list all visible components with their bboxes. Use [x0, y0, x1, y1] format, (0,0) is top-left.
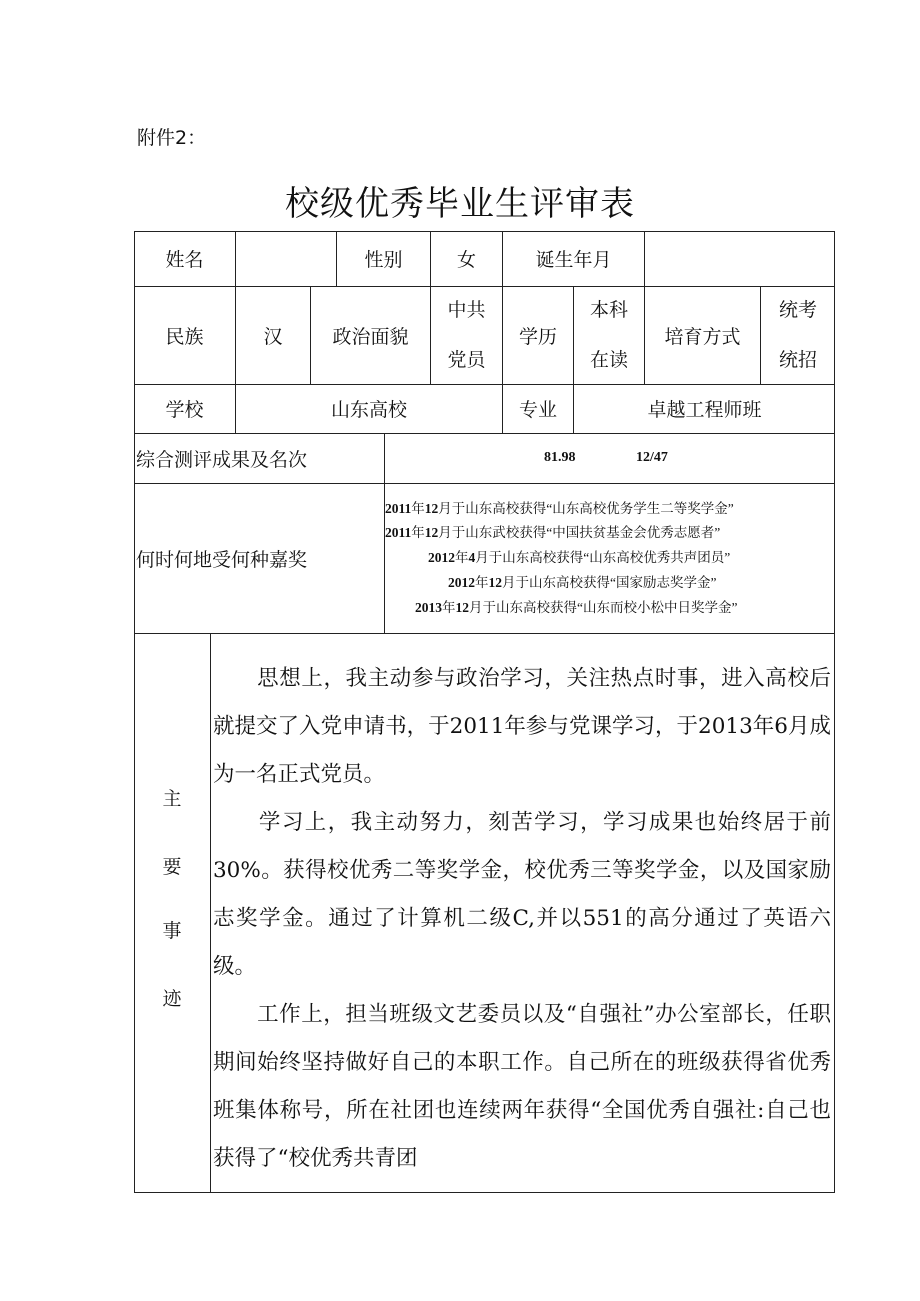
politics-value-line2: 党员 [447, 349, 486, 371]
award-year: 2011 [385, 501, 412, 516]
deeds-label-char: 迹 [162, 988, 182, 1010]
education-label: 学历 [518, 325, 557, 348]
education-value-line2: 在读 [589, 349, 628, 371]
training-value-line1: 统考 [778, 299, 817, 321]
awards-label: 何时何地受何种嘉奖 [136, 548, 308, 571]
award-year: 2012 [448, 575, 475, 590]
name-value [236, 231, 336, 286]
education-value-line1: 本科 [589, 299, 628, 321]
attachment-label: 附件2： [137, 127, 207, 149]
award-item [385, 497, 734, 517]
training-value-line2: 统招 [778, 349, 817, 371]
col-divider [210, 633, 211, 1193]
award-item [385, 521, 720, 541]
award-text: 月于山东高校获得“国家励志奖学金” [502, 575, 717, 590]
gender-value: 女 [456, 249, 476, 271]
award-year: 2013 [415, 600, 442, 615]
score-value: 81.98 [544, 450, 576, 465]
award-year: 2012 [428, 550, 455, 565]
award-item [448, 571, 716, 591]
rank-value: 12/47 [636, 450, 668, 465]
birth-value [645, 231, 835, 286]
award-text: 月于山东高校获得“山东高校优秀共声团员” [475, 550, 731, 565]
award-year-char: 年 [411, 525, 425, 540]
page-title: 校级优秀毕业生评审表 [285, 184, 635, 224]
school-value: 山东高校 [330, 399, 407, 421]
politics-value-line1: 中共 [447, 299, 486, 321]
major-label: 专业 [518, 399, 557, 421]
award-text: 月于山东武校获得“中国扶贫基金会优秀志愿者” [438, 525, 721, 540]
award-text: 月于山东高校获得“山东而校小松中日奖学金” [469, 600, 738, 615]
deeds-paragraph: 工作上，担当班级文艺委员以及“自强社”办公室部长，任职期间始终坚持做好自己的本职工作。自己所在的班级获得省优秀班集体称号，所在社团也连续两年获得“全国优秀自强社:自己也获得了“校优秀共青团 [213, 1002, 831, 1171]
deeds-paragraph: 学习上，我主动努力，刻苦学习，学习成果也始终居于前30%。获得校优秀二等奖学金，校优秀三等奖学金，以及国家励志奖学金。通过了计算机二级C,并以551的高分通过了英语六级。 [213, 810, 831, 979]
award-year-char: 年 [442, 600, 456, 615]
award-text: 月于山东高校获得“山东高校优务学生二等奖学金” [438, 501, 734, 516]
award-year-char: 年 [455, 550, 469, 565]
award-month: 12 [488, 575, 502, 590]
deeds-label-char: 要 [162, 856, 182, 878]
score-rank-label: 综合测评成果及名次 [136, 448, 308, 471]
training-value [761, 286, 835, 384]
award-month: 12 [424, 501, 439, 516]
education-value [574, 286, 644, 384]
award-month: 4 [468, 550, 476, 565]
deeds-label-char: 事 [162, 920, 182, 942]
ethnicity-value: 汉 [263, 325, 283, 348]
award-year-char: 年 [475, 575, 489, 590]
award-item [415, 596, 737, 616]
politics-value [431, 286, 502, 384]
birth-label: 诞生年月 [535, 249, 612, 271]
ethnicity-label: 民族 [165, 325, 204, 348]
gender-label: 性别 [364, 249, 403, 271]
award-year: 2011 [385, 525, 412, 540]
name-label: 姓名 [165, 249, 204, 271]
award-year-char: 年 [411, 501, 425, 516]
award-month: 12 [455, 600, 469, 615]
major-value: 卓越工程师班 [647, 399, 762, 421]
row-divider [134, 633, 835, 634]
training-label: 培育方式 [664, 325, 741, 348]
award-month: 12 [424, 525, 439, 540]
school-label: 学校 [165, 399, 204, 421]
deeds-label-char: 主 [162, 788, 182, 810]
politics-label: 政治面貌 [332, 325, 409, 348]
deeds-paragraph: 思想上，我主动参与政治学习，关注热点时事，进入高校后就提交了入党申请书，于2011年参与党课学习，于2013年6月成为一名正式党员。 [213, 666, 831, 787]
award-item [428, 546, 730, 566]
